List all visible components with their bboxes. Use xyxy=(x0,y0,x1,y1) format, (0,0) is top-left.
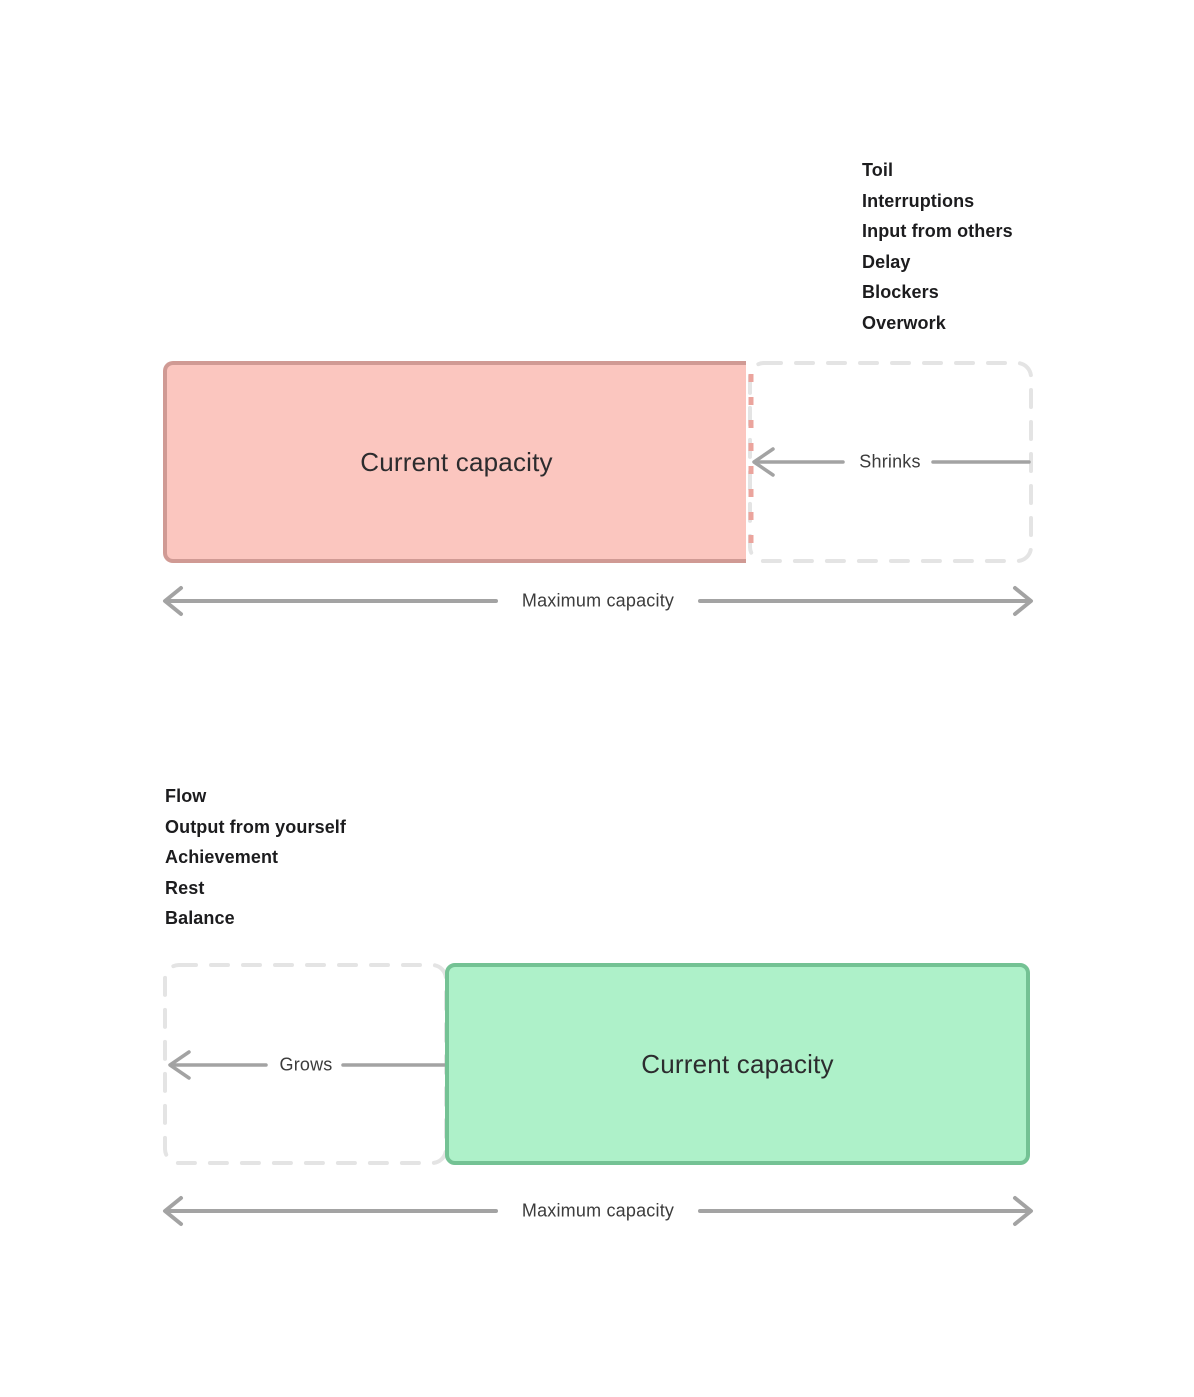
max-capacity-label-bottom: Maximum capacity xyxy=(521,1200,675,1221)
factor-item: Interruptions xyxy=(862,190,975,211)
current-capacity-box-green xyxy=(445,963,1030,1165)
max-capacity-label-top: Maximum capacity xyxy=(521,590,675,611)
shrinks-label: Shrinks xyxy=(859,451,921,472)
factor-item: Toil xyxy=(862,160,894,180)
shrink-factors-list xyxy=(862,155,1013,338)
factor-item: Flow xyxy=(165,786,207,806)
factor-item: Balance xyxy=(165,908,235,928)
factor-item: Input from others xyxy=(862,221,1013,241)
factor-item: Output from yourself xyxy=(165,816,346,837)
factor-item: Delay xyxy=(862,251,911,272)
factor-item: Overwork xyxy=(862,312,946,333)
grow-factors-list xyxy=(165,781,346,934)
factor-item: Rest xyxy=(165,877,205,898)
factor-item: Blockers xyxy=(862,282,939,302)
current-capacity-box-red xyxy=(163,361,746,563)
factor-item: Achievement xyxy=(165,847,279,867)
current-capacity-label: Current capacity xyxy=(360,446,553,477)
current-capacity-label: Current capacity xyxy=(641,1048,834,1079)
grows-label: Grows xyxy=(279,1054,333,1075)
